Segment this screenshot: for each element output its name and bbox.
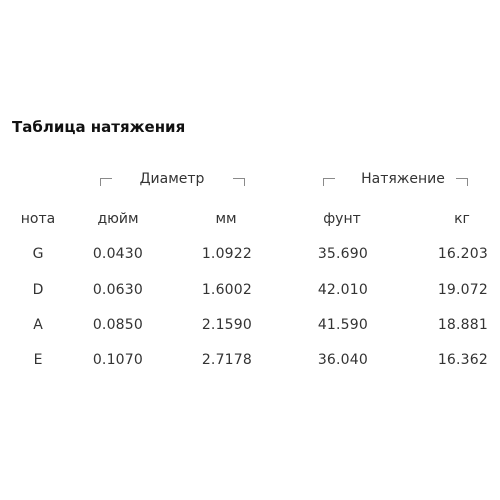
column-header-mm: мм bbox=[215, 211, 237, 227]
inch-cell: 0.1070 bbox=[92, 352, 143, 368]
column-header-inch: дюйм bbox=[97, 211, 139, 227]
lb-cell: 36.040 bbox=[317, 352, 368, 368]
lb-cell: 35.690 bbox=[317, 246, 368, 262]
bracket-left-icon bbox=[100, 178, 112, 186]
kg-cell: 18.881 bbox=[437, 317, 488, 333]
inch-cell: 0.0430 bbox=[92, 246, 143, 262]
kg-cell: 16.203 bbox=[437, 246, 488, 262]
inch-cell: 0.0850 bbox=[92, 317, 143, 333]
column-header-kg: кг bbox=[454, 211, 470, 227]
bracket-right-icon bbox=[456, 178, 468, 186]
group-header-diameter bbox=[100, 170, 245, 190]
bracket-left-icon bbox=[323, 178, 335, 186]
mm-cell: 1.6002 bbox=[201, 282, 252, 298]
lb-cell: 42.010 bbox=[317, 282, 368, 298]
mm-cell: 1.0922 bbox=[201, 246, 252, 262]
note-cell: D bbox=[32, 282, 44, 298]
column-header-lb: фунт bbox=[323, 211, 361, 227]
group-label-tension: Натяжение bbox=[361, 171, 445, 187]
kg-cell: 16.362 bbox=[437, 352, 488, 368]
inch-cell: 0.0630 bbox=[92, 282, 143, 298]
note-cell: E bbox=[33, 352, 43, 368]
mm-cell: 2.1590 bbox=[201, 317, 252, 333]
kg-cell: 19.072 bbox=[437, 282, 488, 298]
mm-cell: 2.7178 bbox=[201, 352, 252, 368]
column-header-note: нота bbox=[20, 211, 56, 227]
page-title: Таблица натяжения bbox=[12, 118, 186, 136]
lb-cell: 41.590 bbox=[317, 317, 368, 333]
group-label-diameter: Диаметр bbox=[139, 171, 205, 187]
note-cell: G bbox=[32, 246, 44, 262]
group-header-tension bbox=[323, 170, 468, 190]
bracket-right-icon bbox=[233, 178, 245, 186]
note-cell: A bbox=[33, 317, 43, 333]
